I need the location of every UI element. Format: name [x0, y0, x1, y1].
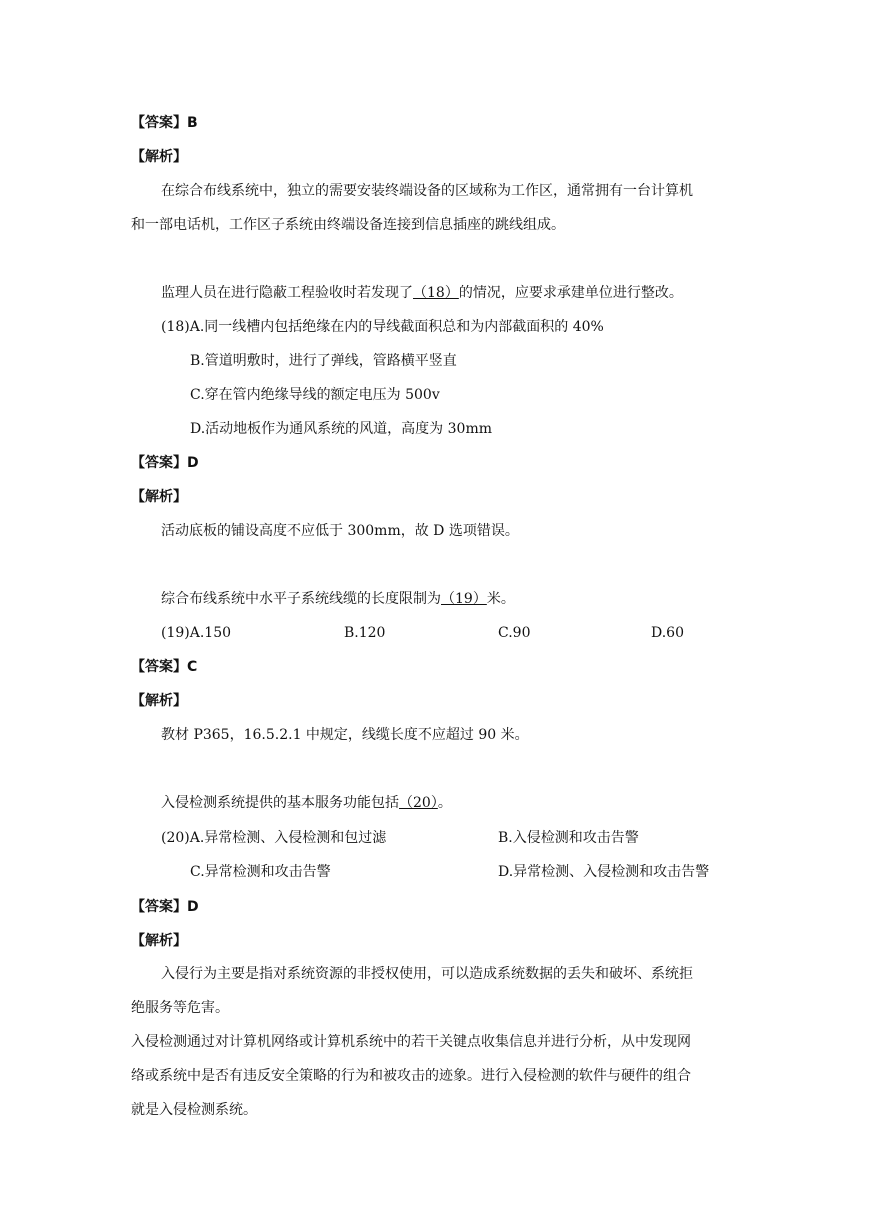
q18-answer-value: D: [187, 455, 199, 471]
prev-explain-label: 【解析】: [131, 149, 187, 165]
prev-answer-heading: [131, 113, 198, 133]
q19-option-a: (19)A.150: [161, 625, 232, 641]
q20-stem: [161, 793, 452, 813]
q18-answer-label: 【答案】: [131, 455, 187, 471]
q20-stem-before: 入侵检测系统提供的基本服务功能包括: [161, 795, 399, 811]
q20-answer-heading: [131, 897, 199, 917]
prev-explain-line-2: 和一部电话机，工作区子系统由终端设备连接到信息插座的跳线组成。: [131, 217, 565, 233]
q19-stem-before: 综合布线系统中水平子系统线缆的长度限制为: [161, 591, 441, 607]
q20-explain-p2-line-1: 入侵检测通过对计算机网络或计算机系统中的若干关键点收集信息并进行分析，从中发现网: [131, 1034, 691, 1050]
q18-option-d: D.活动地板作为通风系统的风道，高度为 30mm: [190, 421, 492, 437]
q19-blank: （19）: [441, 591, 487, 607]
q20-explain-p1-line-2: 绝服务等危害。: [131, 1000, 229, 1016]
q20-option-a: (20)A.异常检测、入侵检测和包过滤: [161, 830, 387, 846]
q20-answer-label: 【答案】: [131, 899, 187, 915]
prev-answer-value: B: [187, 115, 198, 131]
q19-stem: [161, 589, 515, 609]
q18-option-b: B.管道明敷时，进行了弹线，管路横平竖直: [190, 353, 457, 369]
q19-option-c: C.90: [498, 625, 531, 641]
q18-option-a: (18)A.同一线槽内包括绝缘在内的导线截面积总和为内部截面积的 40%: [161, 319, 604, 335]
q19-answer-value: C: [187, 659, 198, 675]
prev-answer-label: 【答案】: [131, 115, 187, 131]
q18-option-c: C.穿在管内绝缘导线的额定电压为 500v: [190, 387, 440, 403]
q19-option-b: B.120: [344, 625, 386, 641]
q18-stem-before: 监理人员在进行隐蔽工程验收时若发现了: [161, 285, 413, 301]
q20-answer-value: D: [187, 899, 199, 915]
q19-answer-heading: [131, 657, 197, 677]
q19-explain-label: 【解析】: [131, 693, 187, 709]
q18-explain: 活动底板的铺设高度不应低于 300mm，故 D 选项错误。: [161, 523, 519, 539]
q20-option-c: C.异常检测和攻击告警: [190, 864, 331, 880]
prev-explain-line-1: 在综合布线系统中，独立的需要安装终端设备的区域称为工作区，通常拥有一台计算机: [161, 183, 693, 199]
q20-explain-p2-line-3: 就是入侵检测系统。: [131, 1102, 257, 1118]
q19-explain: 教材 P365，16.5.2.1 中规定，线缆长度不应超过 90 米。: [161, 727, 529, 743]
q20-explain-label: 【解析】: [131, 933, 187, 949]
q19-answer-label: 【答案】: [131, 659, 187, 675]
q18-answer-heading: [131, 453, 199, 473]
q19-option-d: D.60: [651, 625, 684, 641]
q19-stem-after: 米。: [486, 591, 515, 607]
q20-option-d: D.异常检测、入侵检测和攻击告警: [498, 864, 710, 880]
q18-blank: （18）: [413, 285, 459, 301]
q20-option-b: B.入侵检测和攻击告警: [498, 830, 639, 846]
q20-explain-p1-line-1: 入侵行为主要是指对系统资源的非授权使用，可以造成系统数据的丢失和破坏、系统拒: [161, 966, 693, 982]
q18-stem: [161, 283, 683, 303]
q18-explain-label: 【解析】: [131, 489, 187, 505]
q20-explain-p2-line-2: 络或系统中是否有违反安全策略的行为和被攻击的迹象。进行入侵检测的软件与硬件的组合: [131, 1068, 691, 1084]
q20-stem-after: 。: [437, 795, 452, 811]
q18-stem-after: 的情况，应要求承建单位进行整改。: [458, 285, 683, 301]
q20-blank: （20）: [399, 795, 438, 811]
